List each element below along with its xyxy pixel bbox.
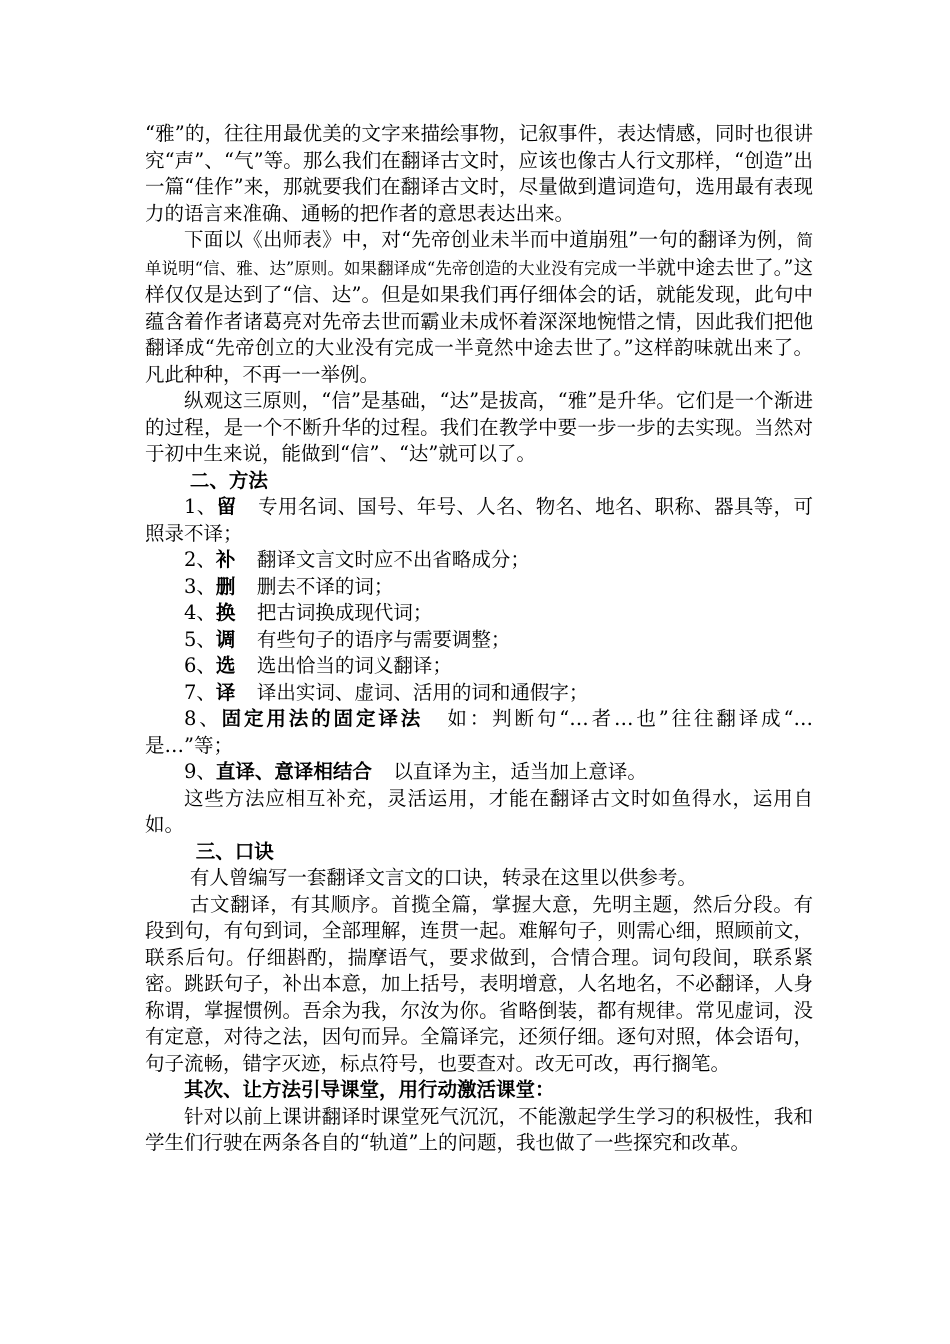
paragraph-methods-summary: 这些方法应相互补充，灵活运用，才能在翻译古文时如鱼得水，运用自如。 <box>145 786 813 836</box>
method-description: 翻译文言文时应不出省略成分； <box>256 548 530 571</box>
method-number: 3、 <box>184 574 216 598</box>
method-number: 1、 <box>184 495 217 518</box>
method-term: 直译、意译相结合 <box>215 760 372 783</box>
method-number: 9、 <box>184 760 216 783</box>
method-number: 4、 <box>184 601 216 624</box>
method-description: 专用名词、国号、年号、人名、物名、地名、职称、器具等，可照录不译； <box>145 495 813 545</box>
method-item <box>145 680 813 707</box>
method-item <box>145 653 813 680</box>
method-number: 2、 <box>184 548 216 571</box>
method-term: 调 <box>215 627 236 651</box>
method-term: 译 <box>215 680 236 704</box>
paragraph-mnemonic: 古文翻译，有其顺序。首揽全篇，掌握大意，先明主题，然后分段。有段到句，有句到词，全部理解，连贯一起。难解句子，则需心细，照顾前文，联系后句。仔细斟酌，揣摩语气，要求做到，合情合理。词句段间，联系紧密。跳跃句子，补出本意，加上括号，表明增意，人名地名，不必翻译，人身称谓，掌握惯例。吾余为我，尔汝为你。省略倒装，都有规律。常见虚词，没有定意，对待之法，因句而异。全篇译完，还须仔细。逐句对照，体会语句，句子流畅，错字灭迹，标点符号，也要查对。改无可改，再行搁笔。 <box>145 892 813 1075</box>
methods-list <box>145 494 813 786</box>
method-item <box>145 627 813 654</box>
method-number: 5、 <box>184 627 216 651</box>
example-text-a: 下面以《出师表》中，对“先帝创业未半而中道崩殂”一句的翻译为例， <box>184 228 797 251</box>
method-term: 固定用法的固定译法 <box>221 707 424 730</box>
method-description: 译出实词、虚词、活用的词和通假字； <box>256 680 589 704</box>
paragraph-classroom: 针对以前上课讲翻译时课堂死气沉沉，不能激起学生学习的积极性，我和学生们行驶在两条各自的“轨道”上的问题，我也做了一些探究和改革。 <box>145 1104 813 1154</box>
subheading-classroom: 其次、让方法引导课堂，用行动激活课堂： <box>184 1078 555 1101</box>
method-number: 8、 <box>184 707 222 730</box>
method-number: 7、 <box>184 680 216 704</box>
example-text-c: 一半就中途去世了。”这样仅仅是达到了“信、达”。但是如果我们再仔细体会的话，就能发现，此句中蕴含着作者诸葛亮对先帝去世而霸业未成怀着深深地惋惜之情，因此我们把他翻译成“先帝创立的大业没有完成一半竟然中途去世了。”这样韵味就出来了。凡此种种，不再一一举例。 <box>145 255 813 386</box>
method-description: 如：判断句“…者…也”往往翻译成“…是…”等； <box>145 707 813 757</box>
method-item <box>145 494 813 547</box>
method-description: 以直译为主，适当加上意译。 <box>393 760 647 783</box>
method-item <box>145 759 813 786</box>
paragraph-principles-summary: 纵观这三原则，“信”是基础，“达”是拔高，“雅”是升华。它们是一个渐进的过程，是一个不断升华的过程。我们在教学中要一步一步的去实现。当然对于初中生来说，能做到“信”、“达”就可以了。 <box>145 389 813 465</box>
method-item <box>145 706 813 759</box>
method-item <box>145 600 813 627</box>
method-description: 有些句子的语序与需要调整； <box>256 627 511 651</box>
method-term: 换 <box>215 601 236 624</box>
method-term: 删 <box>215 574 236 598</box>
method-item <box>145 574 813 601</box>
method-description: 选出恰当的词义翻译； <box>256 654 452 677</box>
section-heading-methods: 二、方法 <box>189 468 268 492</box>
method-term: 选 <box>215 654 236 677</box>
paragraph-example <box>145 227 813 388</box>
method-description: 删去不译的词； <box>256 574 394 598</box>
section-heading-mnemonic: 三、口诀 <box>195 839 274 863</box>
paragraph-mnemonic-intro: 有人曾编写一套翻译文言文的口诀，转录在这里以供参考。 <box>189 866 697 889</box>
paragraph-elegance: “雅”的，往往用最优美的文字来描绘事物，记叙事件，表达情感，同时也很讲究“声”、“气”等。那么我们在翻译古文时，应该也像古人行文那样，“创造”出一篇“佳作”来，那就要我们在翻译古文时，尽量做到遣词造句，选用最有表现力的语言来准确、通畅的把作者的意思表达出来。 <box>145 122 813 225</box>
example-text-b: 简单说明“信、雅、达”原则。如果翻译成“先帝创造的大业没有完成 <box>145 231 813 278</box>
method-description: 把古词换成现代词； <box>256 601 433 624</box>
method-term: 补 <box>215 548 236 571</box>
method-item <box>145 547 813 574</box>
method-term: 留 <box>216 495 237 518</box>
method-number: 6、 <box>184 654 216 677</box>
document-body <box>145 121 813 1157</box>
